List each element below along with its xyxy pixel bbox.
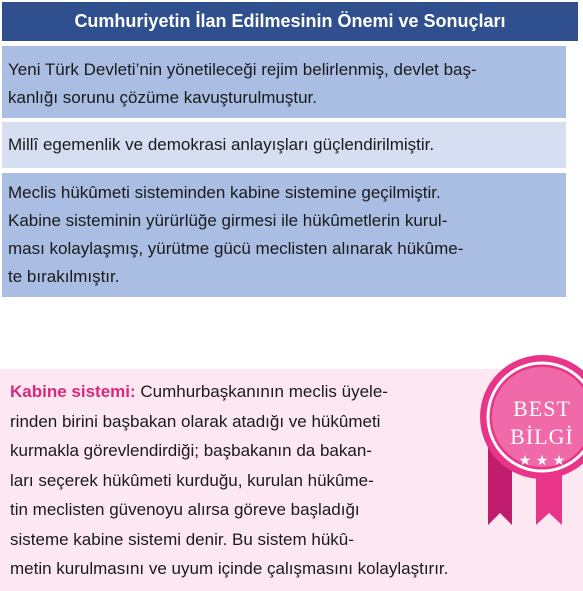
table-row xyxy=(2,46,566,118)
best-bilgi-badge-icon xyxy=(470,325,583,535)
row-line: Meclis hükûmeti sisteminden kabine sistemine geçilmiştir. xyxy=(8,183,441,202)
row-line: Yeni Türk Devleti’nin yönetileceği rejim belirlenmiş, devlet baş- xyxy=(8,60,477,79)
table-row xyxy=(2,173,566,297)
definition-line: Cumhurbaşkanının meclis üyele- xyxy=(135,382,388,401)
table-row xyxy=(2,122,566,168)
definition-line: rinden birini başbakan olarak atadığı ve hükûmeti xyxy=(10,411,381,431)
row-line: te bırakılmıştır. xyxy=(8,267,120,286)
badge-stars-icon: ★ ★ ★ xyxy=(518,453,566,469)
badge-line1: BEST xyxy=(513,396,571,421)
badge-line2: BİLGİ xyxy=(510,424,574,449)
definition-line: sisteme kabine sistemi denir. Bu sistem hükû- xyxy=(10,529,354,549)
row-line: kanlığı sorunu çözüme kavuşturulmuştur. xyxy=(8,88,317,107)
definition-line: ları seçerek hükûmeti kurduğu, kurulan hükûme- xyxy=(10,470,374,490)
row-line: Kabine sisteminin yürürlüğe girmesi ile hükûmetlerin kurul- xyxy=(8,211,448,230)
definition-term: Kabine sistemi: xyxy=(10,382,136,401)
definition-line: tin meclisten güvenoyu alırsa göreve başladığı xyxy=(10,500,360,519)
row-line: ması kolaylaşmış, yürütme gücü meclisten alınarak hükûme- xyxy=(8,239,464,258)
row-line: Millî egemenlik ve demokrasi anlayışları güçlendirilmiştir. xyxy=(8,135,435,154)
definition-line: kurmakla görevlendirdiği; başbakanın da bakan- xyxy=(10,441,372,460)
definition-line: metin kurulmasını ve uyum içinde çalışmasını kolaylaştırır. xyxy=(10,559,449,578)
table-header: Cumhuriyetin İlan Edilmesinin Önemi ve Sonuçları xyxy=(2,2,578,41)
